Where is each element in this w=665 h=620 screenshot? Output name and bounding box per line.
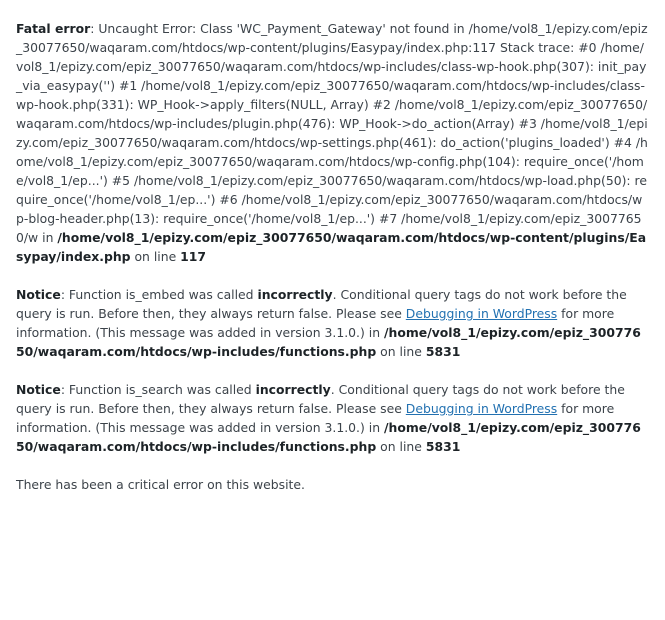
notice-text [16, 285, 648, 361]
notice-block [16, 380, 648, 456]
notice-text-end: for more information. (This message was added in version 3.1.0.) in [16, 401, 615, 435]
debugging-link[interactable]: Debugging in WordPress [405, 306, 558, 321]
notice-text [16, 380, 648, 456]
fatal-error-on-line: on line [130, 249, 181, 264]
notice-label: Notice [16, 382, 61, 397]
notice-text-after: . Conditional query tags do not work before the query is run. Before then, they always return false. Please see [16, 287, 627, 321]
debugging-link[interactable]: Debugging in WordPress [405, 401, 558, 416]
notice-emphasis: incorrectly [255, 382, 331, 397]
fatal-error-label: Fatal error [16, 21, 91, 36]
fatal-error-message: : Uncaught Error: Class 'WC_Payment_Gateway' not found in /home/vol8_1/epizy.com/epiz_30077650/waqaram.com/htdocs/wp-content/plugins/Easypay/index.php:117 Stack trace: #0 /home/vol8_1/epizy.com/epiz_30077650/waqaram.com/htdocs/wp-includes/class-wp-hook.php(307): init_pay_via_easypay('') #1 /home/vol8_1/epizy.com/epiz_30077650/waqaram.com/htdocs/wp-includes/class-wp-hook.php(331): WP_Hook->apply_filters(NULL, Array) #2 /home/vol8_1/epizy.com/epiz_30077650/waqaram.com/htdocs/wp-includes/plugin.php(476): WP_Hook->do_action(Array) #3 /home/vol8_1/epizy.com/epiz_30077650/waqaram.com/htdocs/wp-settings.php(461): do_action('plugins_loaded') #4 /home/vol8_1/epizy.com/epiz_30077650/waqaram.com/htdocs/wp-config.php(104): require_once('/home/vol8_1/ep...') #5 /home/vol8_1/epizy.com/epiz_30077650/waqaram.com/htdocs/wp-load.php(50): require_once('/home/vol8_1/ep...') #6 /home/vol8_1/epizy.com/epiz_30077650/waqaram.com/htdocs/wp-blog-header.php(13): require_once('/home/vol8_1/ep...') #7 /home/vol8_1/epizy.com/epiz_30077650/w in [16, 21, 648, 245]
critical-error-message: There has been a critical error on this website. [16, 477, 305, 492]
fatal-error-file: /home/vol8_1/epizy.com/epiz_30077650/waqaram.com/htdocs/wp-content/plugins/Easypay/index.php [16, 230, 647, 264]
notice-on-line: on line [376, 344, 426, 359]
notice-block [16, 285, 648, 361]
notice-text-end: for more information. (This message was added in version 3.1.0.) in [16, 306, 615, 340]
notice-text-before: : Function is_embed was called [60, 287, 258, 302]
notice-text-before: : Function is_search was called [60, 382, 256, 397]
fatal-error-block [16, 19, 648, 266]
fatal-error-text [16, 19, 648, 266]
notice-emphasis: incorrectly [257, 287, 333, 302]
critical-error-block [16, 475, 648, 494]
notice-label: Notice [16, 287, 61, 302]
notice-text-after: . Conditional query tags do not work before the query is run. Before then, they always return false. Please see [16, 382, 625, 416]
notice-file: /home/vol8_1/epizy.com/epiz_30077650/waqaram.com/htdocs/wp-includes/functions.php [16, 420, 641, 454]
notice-file: /home/vol8_1/epizy.com/epiz_30077650/waqaram.com/htdocs/wp-includes/functions.php [16, 325, 641, 359]
fatal-error-line: 117 [180, 249, 207, 264]
notice-on-line: on line [376, 439, 426, 454]
notice-line: 5831 [425, 344, 461, 359]
notice-line: 5831 [425, 439, 461, 454]
